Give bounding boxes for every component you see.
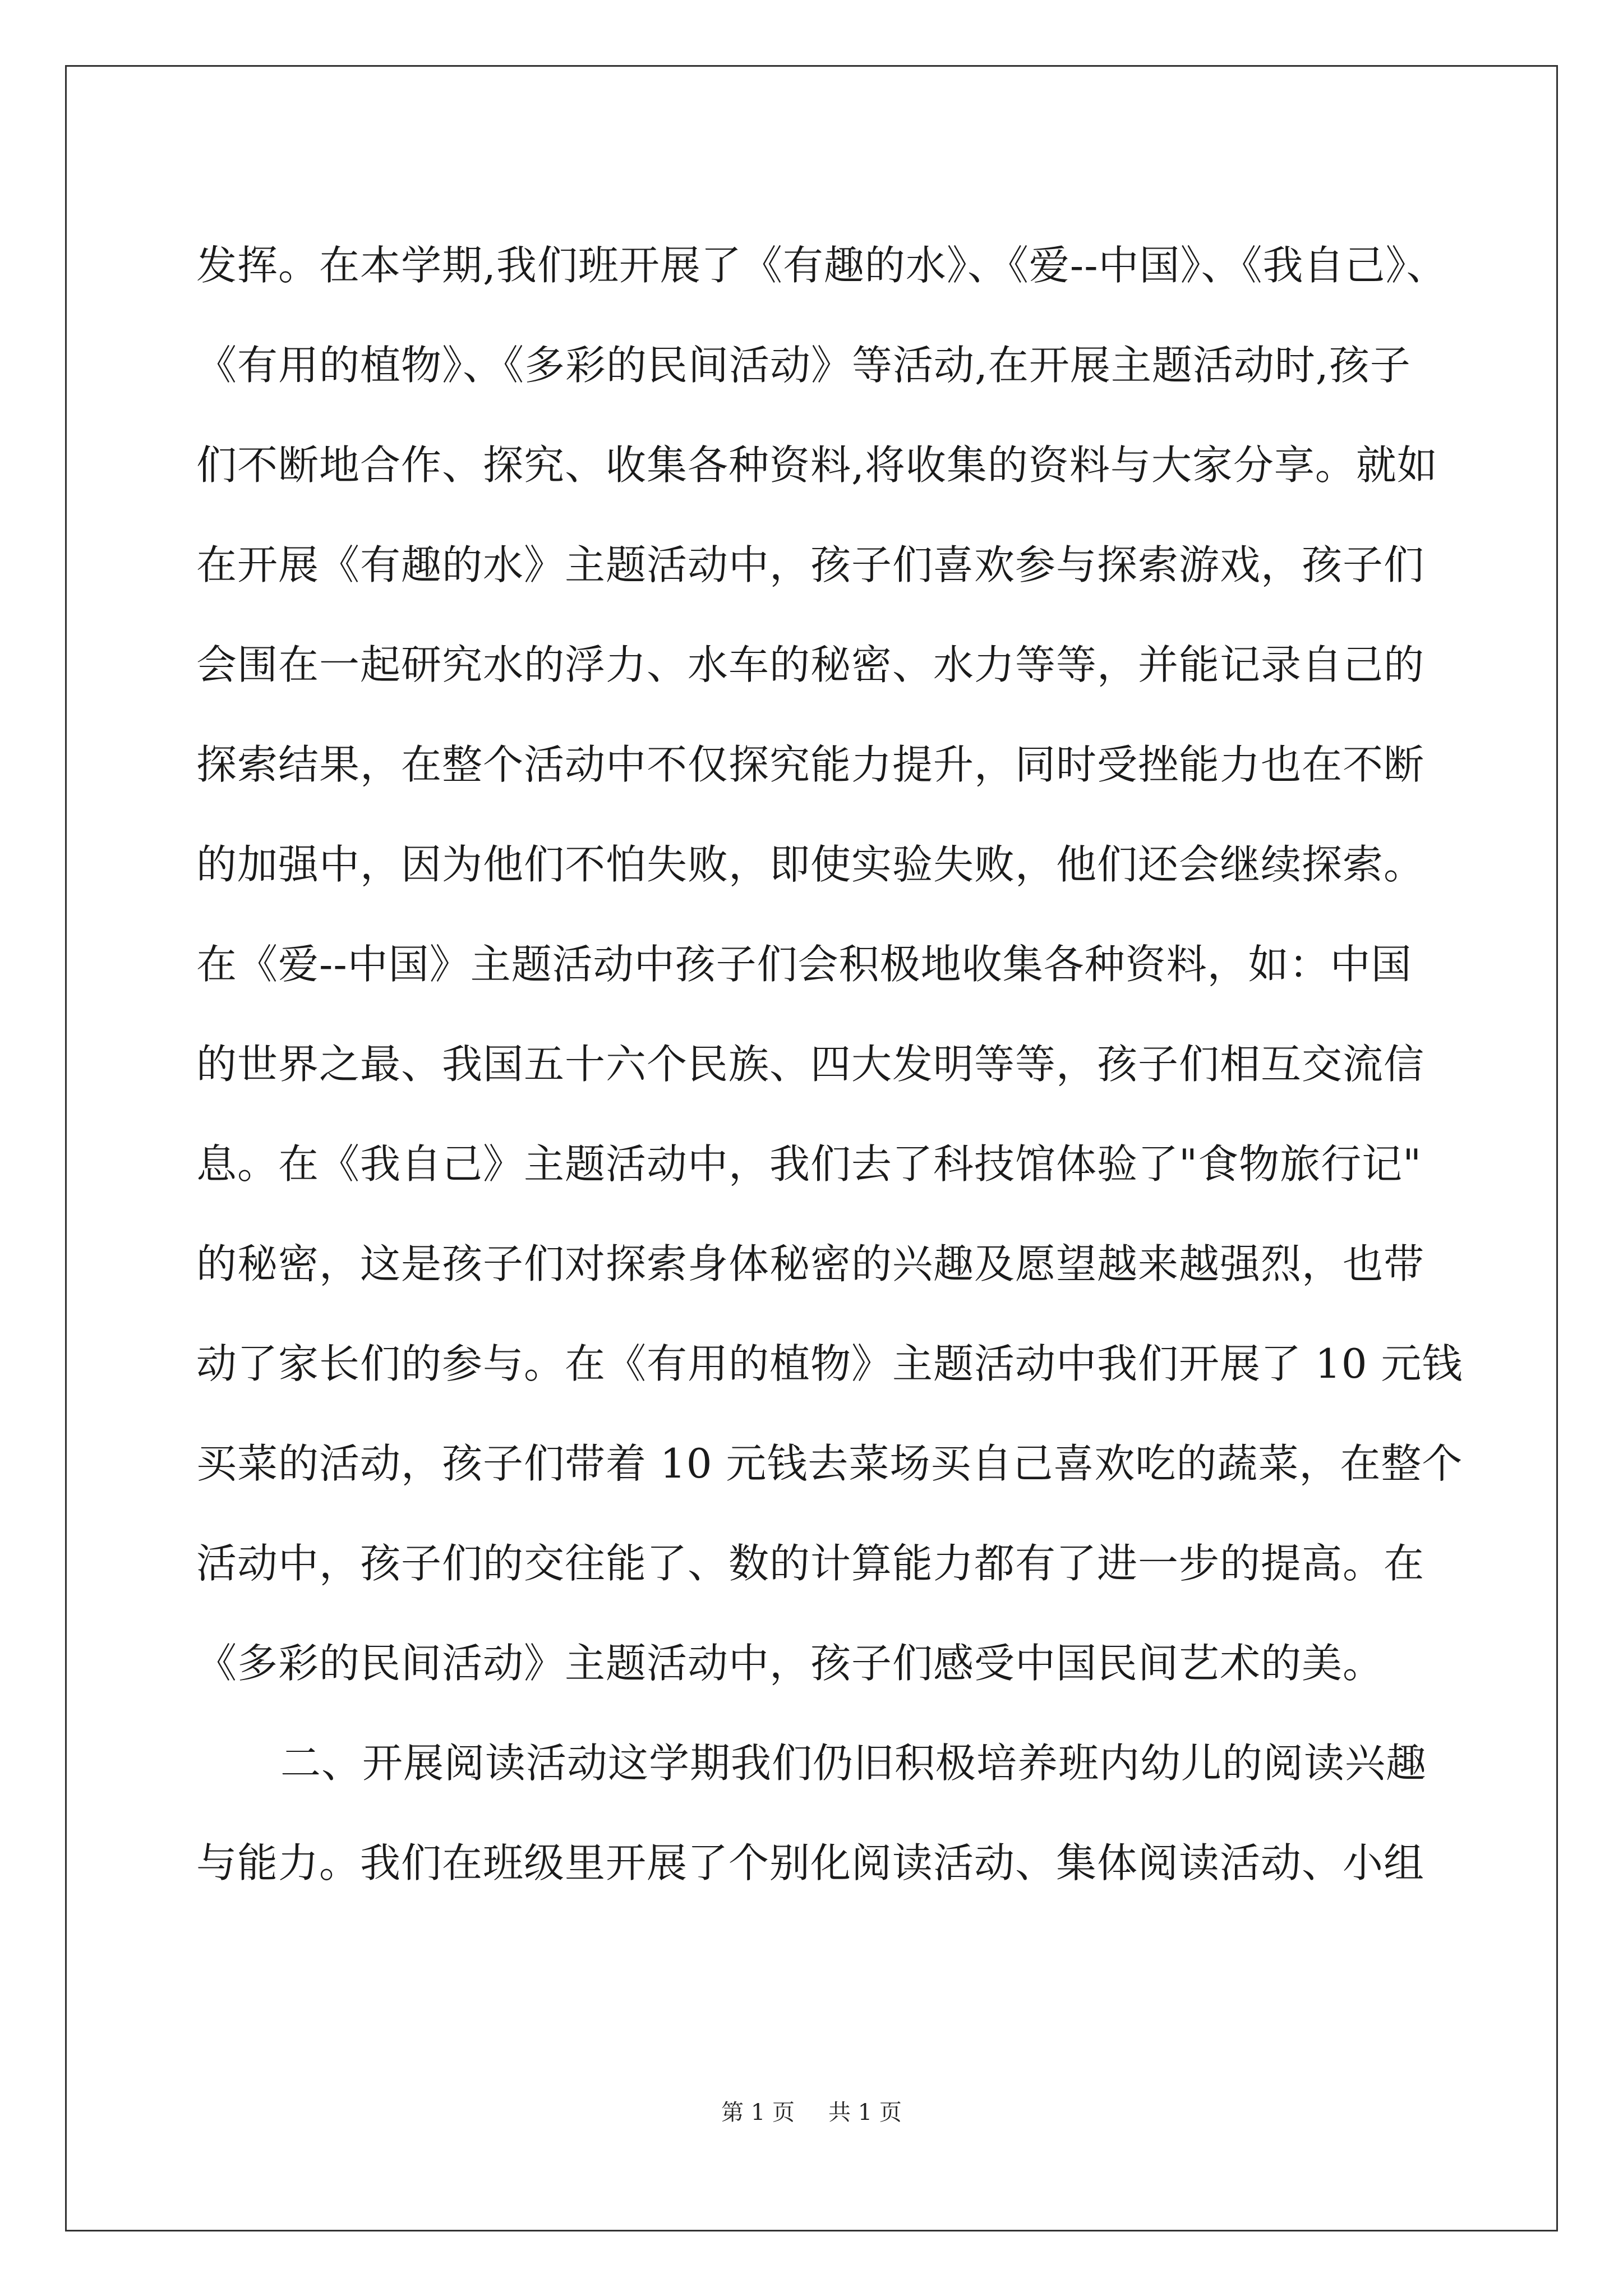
text-line: 息。在《我自己》主题活动中，我们去了科技馆体验了"食物旅行记" — [196, 1140, 1422, 1188]
page-number: 第 1 页 — [721, 2100, 795, 2125]
text-line: 买菜的活动，孩子们带着 10 元钱去菜场买自己喜欢吃的蔬菜，在整个 — [196, 1440, 1463, 1487]
page-total: 共 1 页 — [828, 2100, 902, 2125]
text-line: 的加强中，因为他们不怕失败，即使实验失败，他们还会继续探索。 — [196, 841, 1425, 888]
text-line: 探索结果，在整个活动中不仅探究能力提升，同时受挫能力也在不断 — [196, 741, 1425, 788]
text-line: 《多彩的民间活动》主题活动中，孩子们感受中国民间艺术的美。 — [196, 1640, 1384, 1687]
text-line: 的秘密，这是孩子们对探索身体秘密的兴趣及愿望越来越强烈，也带 — [196, 1240, 1425, 1287]
paragraph-start-line: 二、开展阅读活动这学期我们仍旧积极培养班内幼儿的阅读兴趣 — [280, 1740, 1427, 1787]
text-line: 《有用的植物》、《多彩的民间活动》等活动,在开展主题活动时,孩子 — [196, 342, 1411, 389]
text-line: 们不断地合作、探究、收集各种资料,将收集的资料与大家分享。就如 — [196, 441, 1438, 489]
text-line: 活动中，孩子们的交往能了、数的计算能力都有了进一步的提高。在 — [196, 1540, 1425, 1587]
text-line: 在开展《有趣的水》主题活动中，孩子们喜欢参与探索游戏，孩子们 — [196, 541, 1425, 588]
text-line: 动了家长们的参与。在《有用的植物》主题活动中我们开展了 10 元钱 — [196, 1340, 1463, 1387]
text-line: 发挥。在本学期,我们班开展了《有趣的水》、《爱--中国》、《我自己》、 — [196, 242, 1447, 289]
text-line: 的世界之最、我国五十六个民族、四大发明等等，孩子们相互交流信 — [196, 1041, 1425, 1088]
text-line: 与能力。我们在班级里开展了个别化阅读活动、集体阅读活动、小组 — [196, 1839, 1425, 1887]
document-body — [196, 215, 1464, 1913]
text-line: 会围在一起研究水的浮力、水车的秘密、水力等等，并能记录自己的 — [196, 641, 1425, 688]
page-footer — [0, 2096, 1623, 2129]
text-line: 在《爱--中国》主题活动中孩子们会积极地收集各种资料，如：中国 — [196, 941, 1412, 988]
